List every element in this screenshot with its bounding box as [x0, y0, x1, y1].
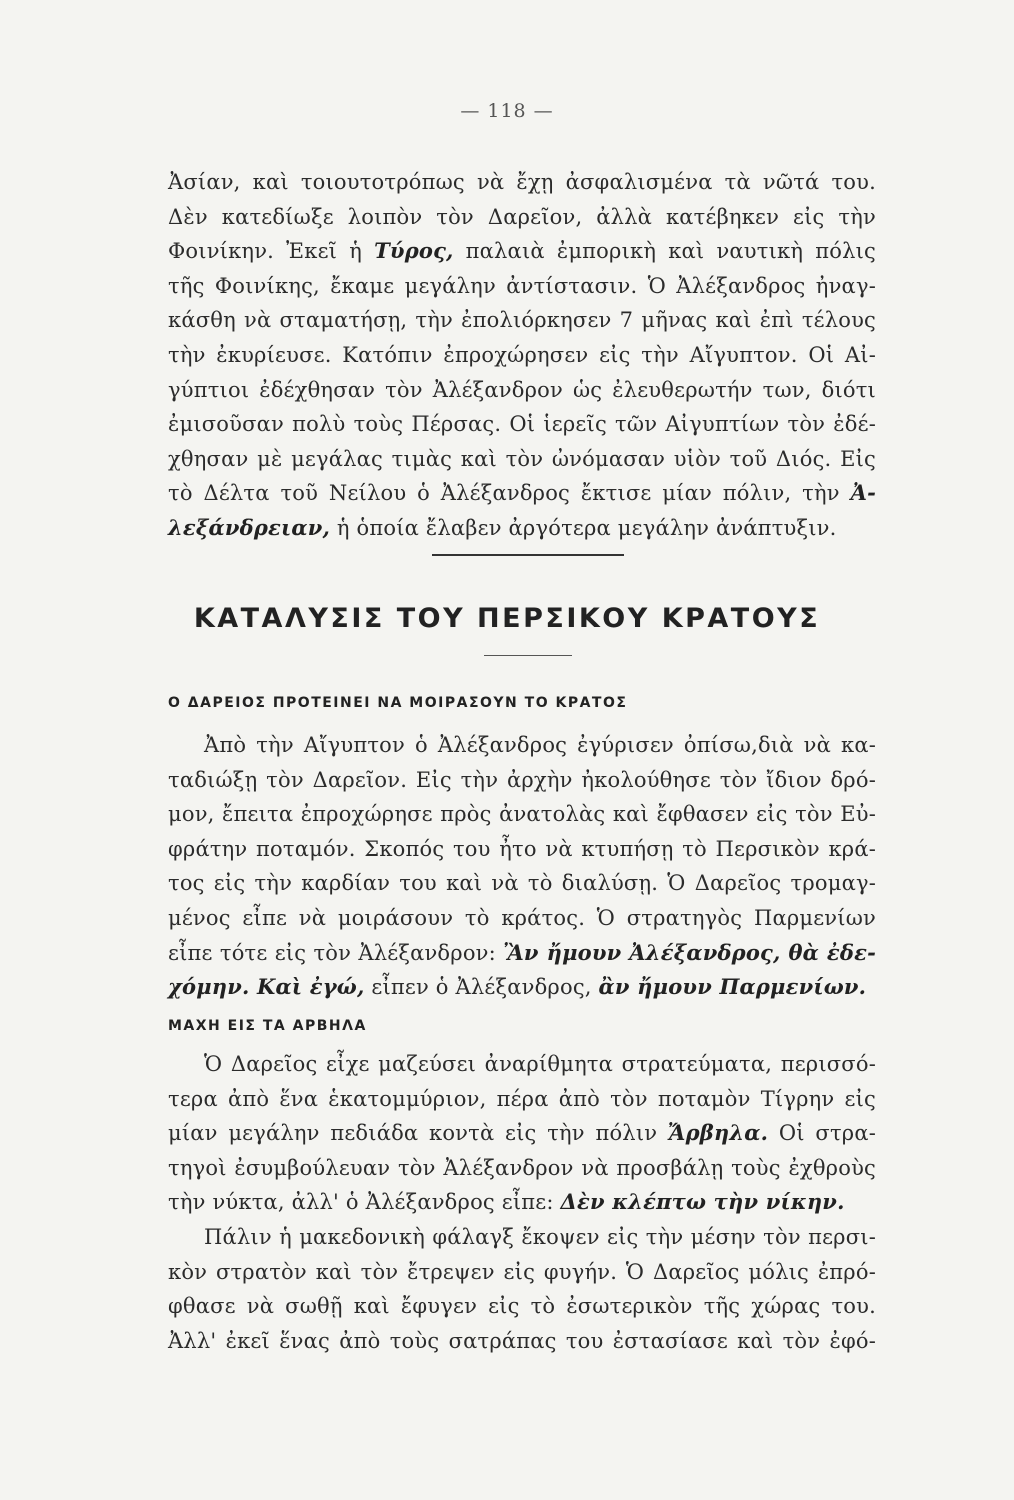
text-line: Πάλιν ἡ μακεδονικὴ φάλαγξ ἔκοψεν εἰς τὴν μέσην τὸν περσι- [204, 1224, 876, 1249]
section-heading: ΜΑΧΗ ΕΙΣ ΤΑ ΑΡΒΗΛΑ [168, 1018, 367, 1034]
text-line: Ἀσίαν, καὶ τοιουτοτρόπως νὰ ἔχῃ ἀσφαλισμένα τὰ νῶτά του. [168, 170, 876, 194]
text-line: τερα ἀπὸ ἕνα ἑκατομμύριον, πέρα ἀπὸ τὸν ποταμὸν Τίγρην εἰς [168, 1086, 876, 1111]
text-line: γύπτιοι ἐδέχθησαν τὸν Ἀλέξανδρον ὡς ἐλευθερωτήν των, διότι [168, 377, 876, 402]
divider-rule [484, 655, 572, 656]
divider-rule [432, 554, 624, 556]
emphasis-quote: Δὲν κλέπτω τὴν νίκην. [560, 1189, 845, 1215]
text-line: τὴν νύκτα, ἀλλ' ὁ Ἀλέξανδρος εἶπε: Δὲν κλέπτω τὴν νίκην. [168, 1189, 845, 1215]
text-line: Ἀλλ' ἐκεῖ ἕνας ἀπὸ τοὺς σατράπας του ἐστασίασε καὶ τὸν ἐφό- [168, 1328, 876, 1353]
text-line: Δὲν κατεδίωξε λοιπὸν τὸν Δαρεῖον, ἀλλὰ κατέβηκεν εἰς τὴν [168, 204, 876, 229]
page-number: — 118 — [460, 100, 554, 122]
section-heading: Ο ΔΑΡΕΙΟΣ ΠΡΟΤΕΙΝΕΙ ΝΑ ΜΟΙΡΑΣΟΥΝ ΤΟ ΚΡΑΤΟΣ [168, 695, 628, 711]
emphasis-alexandreia: Ἀ- [850, 480, 876, 506]
emphasis-tyros: Τύρος, [374, 238, 454, 264]
emphasis-quote: ἂν ἤμουν Παρμενίων. [598, 974, 867, 1000]
chapter-title: ΚΑΤΑΛΥΣΙΣ ΤΟΥ ΠΕΡΣΙΚΟΥ ΚΡΑΤΟΥΣ [193, 603, 821, 634]
text-line: Ἀπὸ τὴν Αἴγυπτον ὁ Ἀλέξανδρος ἐγύρισεν ὀπίσω,διὰ νὰ κα- [204, 733, 876, 757]
emphasis-alexandreia: λεξάνδρειαν, [168, 514, 331, 540]
text-line: τὸ Δέλτα τοῦ Νείλου ὁ Ἀλέξανδρος ἔκτισε μίαν πόλιν, τὴν Ἀ- [168, 480, 876, 506]
text-line: μίαν μεγάλην πεδιάδα κοντὰ εἰς τὴν πόλιν Ἄρβηλα. Οἱ στρα- [168, 1120, 876, 1146]
emphasis-quote: χόμην. Καὶ ἐγώ, [168, 974, 365, 1000]
text-line: λεξάνδρειαν, ἡ ὁποία ἔλαβεν ἀργότερα μεγάλην ἀνάπτυξιν. [168, 514, 837, 540]
text-line: χόμην. Καὶ ἐγώ, εἶπεν ὁ Ἀλέξανδρος, ἂν ἤμουν Παρμενίων. [168, 974, 867, 1000]
text-line: ταδιώξῃ τὸν Δαρεῖον. Εἰς τὴν ἀρχὴν ἠκολούθησε τὸν ἴδιον δρό- [168, 767, 876, 792]
text-line: τος εἰς τὴν καρδίαν του καὶ νὰ τὸ διαλύσῃ. Ὁ Δαρεῖος τρομαγ- [168, 871, 876, 896]
text-line: τὴν ἐκυρίευσε. Κατόπιν ἐπροχώρησεν εἰς τὴν Αἴγυπτον. Οἱ Αἰ- [168, 342, 876, 367]
text-line: κάσθη νὰ σταματήσῃ, τὴν ἐπολιόρκησεν 7 μῆνας καὶ ἐπὶ τέλους [168, 308, 876, 333]
text-line: ἐμισοῦσαν πολὺ τοὺς Πέρσας. Οἱ ἱερεῖς τῶν Αἰγυπτίων τὸν ἐδέ- [168, 412, 876, 437]
text-line: Φοινίκην. Ἐκεῖ ἡ Τύρος, παλαιὰ ἐμπορικὴ καὶ ναυτικὴ πόλις [168, 238, 876, 264]
text-line: μένος εἶπε νὰ μοιράσουν τὸ κράτος. Ὁ στρατηγὸς Παρμενίων [168, 905, 876, 930]
section-1-body [168, 728, 876, 1005]
text-line: τῆς Φοινίκης, ἔκαμε μεγάλην ἀντίστασιν. Ὁ Ἀλέξανδρος ἠναγ- [168, 273, 876, 298]
text-line: τηγοὶ ἐσυμβούλευαν τὸν Ἀλέξανδρον νὰ προσβάλῃ τοὺς ἐχθροὺς [168, 1155, 876, 1180]
text-line: φθασε νὰ σωθῇ καὶ ἔφυγεν εἰς τὸ ἐσωτερικὸν τῆς χώρας του. [168, 1294, 876, 1319]
text-line: φράτην ποταμόν. Σκοπός του ἦτο νὰ κτυπήσῃ τὸ Περσικὸν κρά- [168, 836, 876, 861]
text-line: κὸν στρατὸν καὶ τὸν ἔτρεψεν εἰς φυγήν. Ὁ Δαρεῖος μόλις ἐπρό- [168, 1259, 876, 1284]
paragraph-1 [168, 165, 876, 546]
text-line: εἶπε τότε εἰς τὸν Ἀλέξανδρον: Ἂν ἤμουν Ἀλέξανδρος, θὰ ἐδε- [168, 939, 876, 965]
emphasis-quote: Ἂν ἤμουν Ἀλέξανδρος, θὰ ἐδε- [503, 939, 876, 965]
text-line: Ὁ Δαρεῖος εἶχε μαζεύσει ἀναρίθμητα στρατεύματα, περισσό- [204, 1052, 876, 1076]
text-line: μον, ἔπειτα ἐπροχώρησε πρὸς ἀνατολὰς καὶ ἔφθασεν εἰς τὸν Εὐ- [168, 802, 876, 827]
emphasis-arbela: Ἄρβηλα. [667, 1120, 769, 1146]
text-line: χθησαν μὲ μεγάλας τιμὰς καὶ τὸν ὠνόμασαν υἱὸν τοῦ Διός. Εἰς [168, 446, 876, 471]
section-2-body [168, 1047, 876, 1358]
